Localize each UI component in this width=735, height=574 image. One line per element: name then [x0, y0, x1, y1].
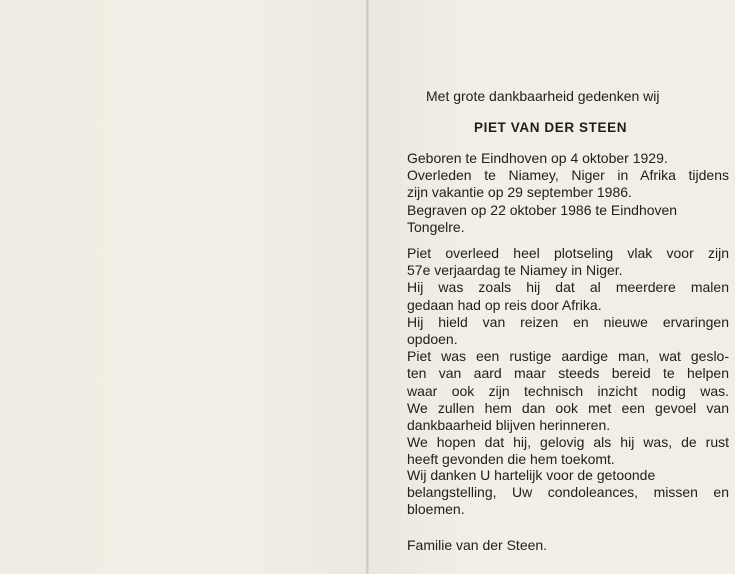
text-line: opdoen. [407, 331, 458, 348]
signature-text: Familie van der Steen. [407, 537, 548, 553]
text-line: Hij was zoals hij dat al meerdere malen [407, 279, 729, 296]
deceased-name: PIET VAN DER STEEN [474, 120, 628, 135]
text-line: Geboren te Eindhoven op 4 oktober 1929. [407, 150, 668, 166]
text-line: Begraven op 22 oktober 1986 te Eindhoven [407, 201, 678, 218]
text-line: Piet was een rustige aardige man, wat geslo- [407, 348, 729, 365]
text-line: Hij hield van reizen en nieuwe ervaringen [407, 313, 729, 330]
text-line: We hopen dat hij, gelovig als hij was, de rust [407, 434, 729, 451]
text-line: We zullen hem dan ook met een gevoel van [407, 399, 729, 416]
paragraph-remembrance [407, 245, 729, 469]
text-line: 57e verjaardag te Niamey in Niger. [407, 262, 623, 279]
text-line: gedaan had op reis door Afrika. [407, 296, 602, 313]
text-line: Tongelre. [407, 218, 465, 235]
text-line: bloemen. [407, 501, 465, 518]
text-line: zijn vakantie op 29 september 1986. [407, 184, 632, 201]
text-line: Wij danken U hartelijk voor de getoonde [407, 467, 656, 483]
paragraph-life-dates [407, 150, 729, 236]
text-line: waar ook zijn technisch inzicht nodig was. [407, 382, 729, 399]
text-line: Piet overleed heel plotseling vlak voor zijn [407, 245, 729, 261]
left-page-blank [0, 0, 367, 574]
text-line: belangstelling, Uw condoleances, missen en [407, 484, 729, 501]
text-line: ten van aard maar steeds bereid te helpen [407, 365, 729, 382]
heading-text: Met grote dankbaarheid gedenken wij [426, 88, 660, 104]
text-line: heeft gevonden die hem toekomt. [407, 451, 615, 468]
text-line: Overleden te Niamey, Niger in Afrika tijdens [407, 167, 729, 184]
family-signature [407, 537, 729, 554]
paragraph-thanks [407, 467, 729, 519]
text-line: dankbaarheid blijven herinneren. [407, 417, 611, 434]
